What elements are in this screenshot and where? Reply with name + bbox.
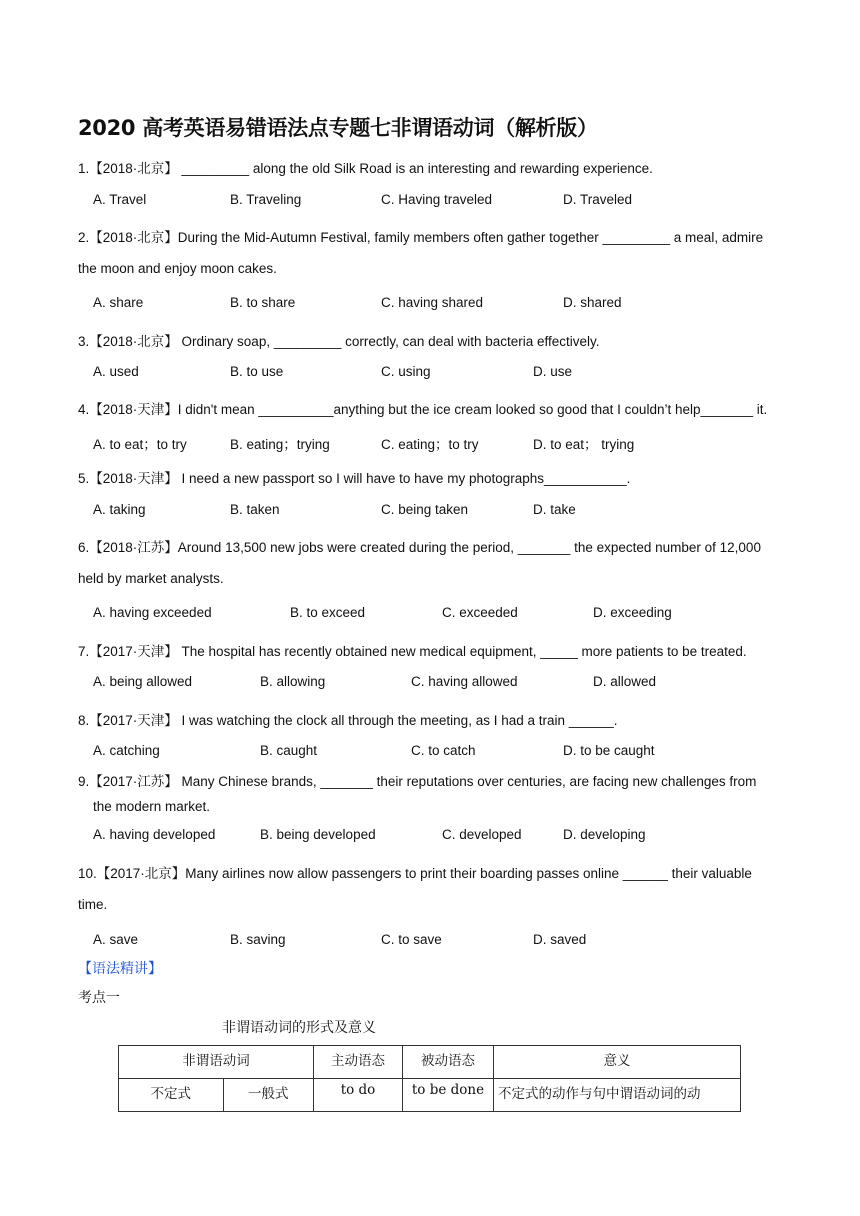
question-4-option-d: D. to eat； trying [533,437,635,452]
question-7-option-b: B. allowing [260,674,326,689]
grammar-table [118,1045,741,1112]
question-10-option-c: C. to save [381,932,442,947]
question-3-option-b: B. to use [230,364,284,379]
point-label: 考点一 [78,990,120,1006]
question-7-option-c: C. having allowed [411,674,518,689]
cell-passive: to be done [403,1079,494,1112]
question-2-option-c: C. having shared [381,295,484,310]
header-cell-passive: 被动语态 [403,1046,494,1079]
question-5-option-c: C. being taken [381,502,469,517]
question-5-option-a: A. taking [93,502,146,517]
question-10-option-b: B. saving [230,932,286,947]
question-10-option-d: D. saved [533,932,587,947]
question-6-option-a: A. having exceeded [93,605,212,620]
question-2-line-1: 2.【2018·北京】During the Mid-Autumn Festival, family members often gather together _________ a meal, admire [78,230,764,245]
table-caption: 非谓语动词的形式及意义 [222,1020,376,1036]
question-4-option-c: C. eating；to try [381,437,479,452]
question-1-option-d: D. Traveled [563,192,633,207]
question-8-line-1: 8.【2017·天津】 I was watching the clock all through the meeting, as I had a train ______. [78,713,618,728]
question-9-option-b: B. being developed [260,827,376,842]
cell-meaning: 不定式的动作与句中谓语动词的动 [494,1079,741,1112]
cell-form: 不定式 [119,1079,224,1112]
question-3-option-d: D. use [533,364,573,379]
document-title: 2020 高考英语易错语法点专题七非谓语动词（解析版） [78,116,598,140]
question-1-line-1: 1.【2018·北京】 _________ along the old Silk Road is an interesting and rewarding experience. [78,161,653,176]
table-row [119,1079,741,1112]
question-8-option-a: A. catching [93,743,160,758]
header-cell-nonfinite: 非谓语动词 [119,1046,314,1079]
question-3-option-a: A. used [93,364,139,379]
question-5-option-d: D. take [533,502,576,517]
question-3-option-c: C. using [381,364,431,379]
question-2-option-b: B. to share [230,295,296,310]
question-9-line-1: 9.【2017·江苏】 Many Chinese brands, _______ their reputations over centuries, are facing new challenges from [78,774,757,789]
question-6-line-2: held by market analysts. [78,571,224,586]
question-7-option-d: D. allowed [593,674,657,689]
question-2-line-2: the moon and enjoy moon cakes. [78,261,277,276]
question-1-option-c: C. Having traveled [381,192,493,207]
question-10-line-2: time. [78,897,108,912]
question-2-option-a: A. share [93,295,144,310]
question-9-option-c: C. developed [442,827,522,842]
question-4-line-1: 4.【2018·天津】I didn't mean __________anything but the ice cream looked so good that I couldn’t help_______ it. [78,402,768,417]
section-heading: 【语法精讲】 [78,961,162,977]
question-5-option-b: B. taken [230,502,280,517]
table-header-row [119,1046,741,1079]
cell-tense: 一般式 [223,1079,313,1112]
cell-active: to do [314,1079,403,1112]
question-6-option-b: B. to exceed [290,605,366,620]
question-9-option-a: A. having developed [93,827,216,842]
question-6-option-c: C. exceeded [442,605,518,620]
question-4-option-b: B. eating；trying [230,437,330,452]
question-8-option-d: D. to be caught [563,743,655,758]
question-8-option-b: B. caught [260,743,318,758]
question-5-line-1: 5.【2018·天津】 I need a new passport so I will have to have my photographs___________. [78,471,631,486]
question-10-option-a: A. save [93,932,139,947]
header-cell-active: 主动语态 [314,1046,403,1079]
question-9-option-d: D. developing [563,827,646,842]
question-1-option-a: A. Travel [93,192,147,207]
question-1-option-b: B. Traveling [230,192,302,207]
question-10-line-1: 10.【2017·北京】Many airlines now allow passengers to print their boarding passes online ______ their valuable [78,866,752,881]
question-4-option-a: A. to eat；to try [93,437,187,452]
question-7-line-1: 7.【2017·天津】 The hospital has recently obtained new medical equipment, _____ more patients to be treated. [78,644,747,659]
question-7-option-a: A. being allowed [93,674,193,689]
question-6-line-1: 6.【2018·江苏】Around 13,500 new jobs were created during the period, _______ the expected number of 12,000 [78,540,761,555]
header-cell-meaning: 意义 [494,1046,741,1079]
question-9-line-2: the modern market. [93,799,211,814]
question-6-option-d: D. exceeding [593,605,672,620]
question-3-line-1: 3.【2018·北京】 Ordinary soap, _________ correctly, can deal with bacteria effectively. [78,334,600,349]
question-2-option-d: D. shared [563,295,622,310]
question-8-option-c: C. to catch [411,743,476,758]
